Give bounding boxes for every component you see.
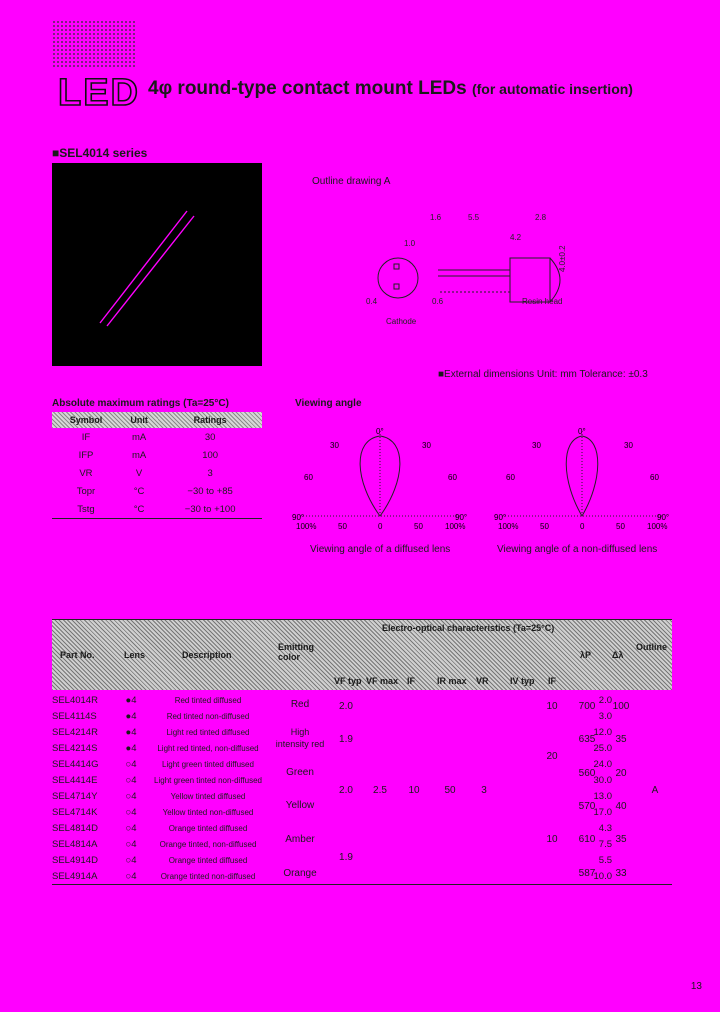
- spacer: [274, 772, 582, 788]
- luminous-intensity: 24.0: [593, 758, 612, 770]
- col-header: Δλ: [612, 650, 624, 660]
- chart-label: 30: [422, 441, 431, 450]
- part-number: SEL4414E: [52, 774, 98, 786]
- cell: Topr: [76, 485, 96, 497]
- lens-description: Red tinted non-diffused: [166, 711, 250, 721]
- lens-size: ○4: [125, 822, 137, 834]
- spacer: [274, 708, 582, 724]
- electro-header: [52, 619, 672, 690]
- luminous-intensity: 3.0: [598, 710, 612, 722]
- col-header: Part No.: [60, 650, 95, 660]
- lens-size: ○4: [125, 806, 137, 818]
- luminous-intensity: 13.0: [593, 790, 612, 802]
- lens-description: Yellow tinted diffused: [170, 791, 246, 801]
- luminous-intensity: 10.0: [582, 868, 612, 885]
- dim-label: 5.5: [468, 213, 480, 222]
- cell: VR: [79, 467, 93, 479]
- lens-description: Light green tinted non-diffused: [154, 775, 262, 785]
- peak-wavelength: 570: [578, 801, 596, 812]
- abs-max-title: Absolute maximum ratings (Ta=25°C): [52, 398, 229, 409]
- part-number: SEL4114S: [52, 710, 97, 722]
- lens-description: Yellow tinted non-diffused: [162, 807, 254, 817]
- luminous-intensity: 25.0: [593, 742, 612, 754]
- col-header: Symbol: [52, 412, 120, 428]
- chart-label: 50: [616, 522, 625, 531]
- dim-label: Cathode: [386, 317, 417, 326]
- chart-label: 0: [378, 522, 383, 531]
- emitting-color: Orange: [283, 868, 317, 879]
- viewing-angle-charts: [290, 422, 680, 532]
- chart-label: 60: [304, 473, 313, 482]
- chart-label: 60: [448, 473, 457, 482]
- col-header: VF max: [366, 676, 399, 686]
- outline-drawing-label: Outline drawing A: [312, 176, 391, 187]
- lens-description: Light red tinted diffused: [166, 727, 250, 737]
- led-leads-illustration: [52, 163, 262, 366]
- spectral-width: 20: [615, 768, 627, 779]
- chart-label: 60: [650, 473, 659, 482]
- col-header: IV typ: [510, 676, 535, 686]
- if-group: 10: [546, 834, 558, 845]
- spacer: [274, 788, 582, 804]
- spacer: [274, 836, 582, 852]
- electro-table: [52, 692, 672, 885]
- electro-header-title: Electro-optical characteristics (Ta=25°C): [382, 623, 555, 633]
- col-header: Unit: [120, 412, 158, 428]
- lens-size: ●4: [125, 710, 137, 722]
- lens-description: Light red tinted, non-diffused: [157, 743, 259, 753]
- chart-label: 0°: [578, 427, 586, 436]
- cell: V: [135, 467, 143, 479]
- spectral-width: 35: [615, 834, 627, 845]
- dim-label: 1.0: [404, 239, 416, 248]
- viewing-angle-chart-non-diffused: [494, 427, 669, 531]
- cell: IFP: [78, 449, 94, 461]
- chart-label: 60: [506, 473, 515, 482]
- cell: °C: [120, 500, 158, 519]
- cell: 30: [204, 431, 216, 443]
- spectral-width: 35: [615, 734, 627, 745]
- spectral-width: 100: [612, 701, 630, 712]
- if-group: 20: [546, 751, 558, 762]
- table-row: [52, 500, 262, 519]
- part-number: SEL4214S: [52, 742, 98, 754]
- lens-size: ●4: [125, 742, 137, 754]
- table-row: [52, 428, 262, 446]
- chart-label: 50: [540, 522, 549, 531]
- lens-size: ●4: [125, 694, 137, 706]
- table-row: [52, 482, 262, 500]
- vf-typ: 2.0: [339, 785, 353, 796]
- table-header-row: [52, 412, 262, 428]
- chart-label: 30: [330, 441, 339, 450]
- lens-size: ○4: [125, 854, 137, 866]
- cell: Tstg: [52, 500, 120, 519]
- chart-label: 100%: [498, 522, 519, 531]
- lens-description: Orange tinted diffused: [168, 823, 248, 833]
- lens-size: ●4: [125, 726, 137, 738]
- chart-label: 100%: [296, 522, 317, 531]
- col-header: Ratings: [158, 412, 262, 428]
- spacer: [274, 692, 582, 708]
- dim-label: 2.8: [535, 213, 547, 222]
- peak-wavelength: 610: [578, 834, 596, 845]
- lens-size: ○4: [125, 758, 137, 770]
- col-header: VF typ: [334, 676, 362, 686]
- emitting-color: Green: [286, 767, 314, 778]
- part-number: SEL4014R: [52, 694, 98, 706]
- col-header: VR: [476, 676, 489, 686]
- peak-wavelength: 587: [578, 868, 596, 879]
- chart-label: 30: [624, 441, 633, 450]
- table-row: [52, 852, 672, 868]
- chart-label: 100%: [647, 522, 668, 531]
- emitting-color: High intensity red: [275, 727, 325, 749]
- part-number: SEL4914A: [52, 868, 120, 885]
- dim-label: 1.6: [430, 213, 442, 222]
- col-header: Description: [182, 650, 232, 660]
- spacer: [274, 852, 582, 868]
- dim-label: 4.0±0.2: [558, 245, 567, 272]
- lens-size: ○4: [125, 774, 137, 786]
- col-header: IF: [548, 676, 556, 686]
- peak-wavelength: 635: [578, 734, 596, 745]
- ir-max: 50: [444, 785, 456, 796]
- vf-typ: 1.9: [339, 852, 353, 863]
- lens-size: ○4: [125, 790, 137, 802]
- part-number: SEL4914D: [52, 854, 98, 866]
- logo-pattern: [52, 20, 136, 68]
- dim-label: Resin head: [522, 297, 563, 306]
- chart-label: 0: [580, 522, 585, 531]
- spacer: [274, 868, 582, 885]
- lens-description: Red tinted diffused: [174, 695, 242, 705]
- product-photo: [52, 163, 262, 366]
- cell: IF: [81, 431, 91, 443]
- col-header: IR max: [437, 676, 467, 686]
- col-header: Emitting color: [278, 642, 314, 662]
- lens-description: Light green tinted diffused: [162, 759, 254, 769]
- part-number: SEL4814A: [52, 838, 98, 850]
- cell: mA: [131, 431, 147, 443]
- dim-label: 0.4: [366, 297, 378, 306]
- vf-max: 2.5: [373, 785, 387, 796]
- outline-ref: A: [651, 785, 659, 796]
- spacer: [274, 804, 582, 820]
- part-number: SEL4714K: [52, 806, 98, 818]
- lens-size: ○4: [125, 838, 137, 850]
- spectral-width: 33: [615, 868, 627, 879]
- cell: 100: [202, 449, 219, 461]
- col-header: λP: [580, 650, 592, 660]
- vr: 3: [481, 785, 487, 796]
- viewing-angle-caption-diffused: Viewing angle of a diffused lens: [310, 544, 451, 555]
- part-number: SEL4714Y: [52, 790, 98, 802]
- part-number: SEL4214R: [52, 726, 98, 738]
- vf-typ: 1.9: [339, 734, 353, 745]
- luminous-intensity: 5.5: [598, 854, 612, 866]
- cell: 3: [207, 467, 213, 479]
- col-header: Outline: [636, 642, 667, 652]
- logo: LED: [58, 72, 140, 114]
- outline-drawing: [360, 200, 620, 340]
- lens-size: ○4: [120, 868, 142, 885]
- luminous-intensity: 17.0: [593, 806, 612, 818]
- viewing-angle-title: Viewing angle: [295, 398, 362, 409]
- luminous-intensity: 7.5: [598, 838, 612, 850]
- chart-label: 90°: [292, 513, 305, 522]
- emitting-color: Red: [290, 699, 310, 710]
- viewing-angle-chart-diffused: [292, 427, 467, 531]
- lens-description: Orange tinted non-diffused: [142, 868, 274, 885]
- luminous-intensity: 12.0: [593, 726, 612, 738]
- col-header: IF: [407, 676, 415, 686]
- lens-description: Orange tinted, non-diffused: [159, 839, 257, 849]
- page-number: 13: [690, 981, 702, 992]
- chart-label: 90°: [494, 513, 507, 522]
- abs-max-table: [52, 412, 262, 519]
- dim-label: 4.2: [510, 233, 522, 242]
- chart-label: 0°: [376, 427, 384, 436]
- peak-wavelength: 560: [578, 768, 596, 779]
- series-title: ■SEL4014 series: [52, 146, 148, 160]
- emitting-color: Amber: [285, 834, 315, 845]
- chart-label: 50: [414, 522, 423, 531]
- spacer: [274, 820, 582, 836]
- cell: °C: [133, 485, 145, 497]
- luminous-intensity: 4.3: [598, 822, 612, 834]
- cell: mA: [131, 449, 147, 461]
- if-test: 10: [408, 785, 420, 796]
- peak-wavelength: 700: [578, 701, 596, 712]
- chart-label: 90°: [455, 513, 468, 522]
- luminous-intensity: 30.0: [593, 774, 612, 786]
- vf-typ: 2.0: [339, 701, 353, 712]
- luminous-intensity: 2.0: [598, 694, 612, 706]
- emitting-color: Yellow: [285, 800, 315, 811]
- chart-label: 30: [532, 441, 541, 450]
- page-title: 4φ round-type contact mount LEDs (for automatic insertion): [148, 78, 633, 99]
- spectral-width: 40: [615, 801, 627, 812]
- external-dimensions-note: ■External dimensions Unit: mm Tolerance: ±0.3: [438, 369, 648, 380]
- dim-label: 0.6: [432, 297, 444, 306]
- cell: −30 to +100: [158, 500, 262, 519]
- chart-label: 100%: [445, 522, 466, 531]
- part-number: SEL4814D: [52, 822, 98, 834]
- part-number: SEL4414G: [52, 758, 99, 770]
- viewing-angle-caption-non-diffused: Viewing angle of a non-diffused lens: [497, 544, 658, 555]
- if-group: 10: [546, 701, 558, 712]
- chart-label: 90°: [657, 513, 670, 522]
- lens-description: Orange tinted diffused: [168, 855, 248, 865]
- spacer: [274, 756, 582, 772]
- col-header: Lens: [124, 650, 146, 660]
- chart-label: 50: [338, 522, 347, 531]
- cell: −30 to +85: [187, 485, 233, 497]
- table-row: [52, 464, 262, 482]
- spacer: [612, 852, 672, 868]
- table-row: [52, 446, 262, 464]
